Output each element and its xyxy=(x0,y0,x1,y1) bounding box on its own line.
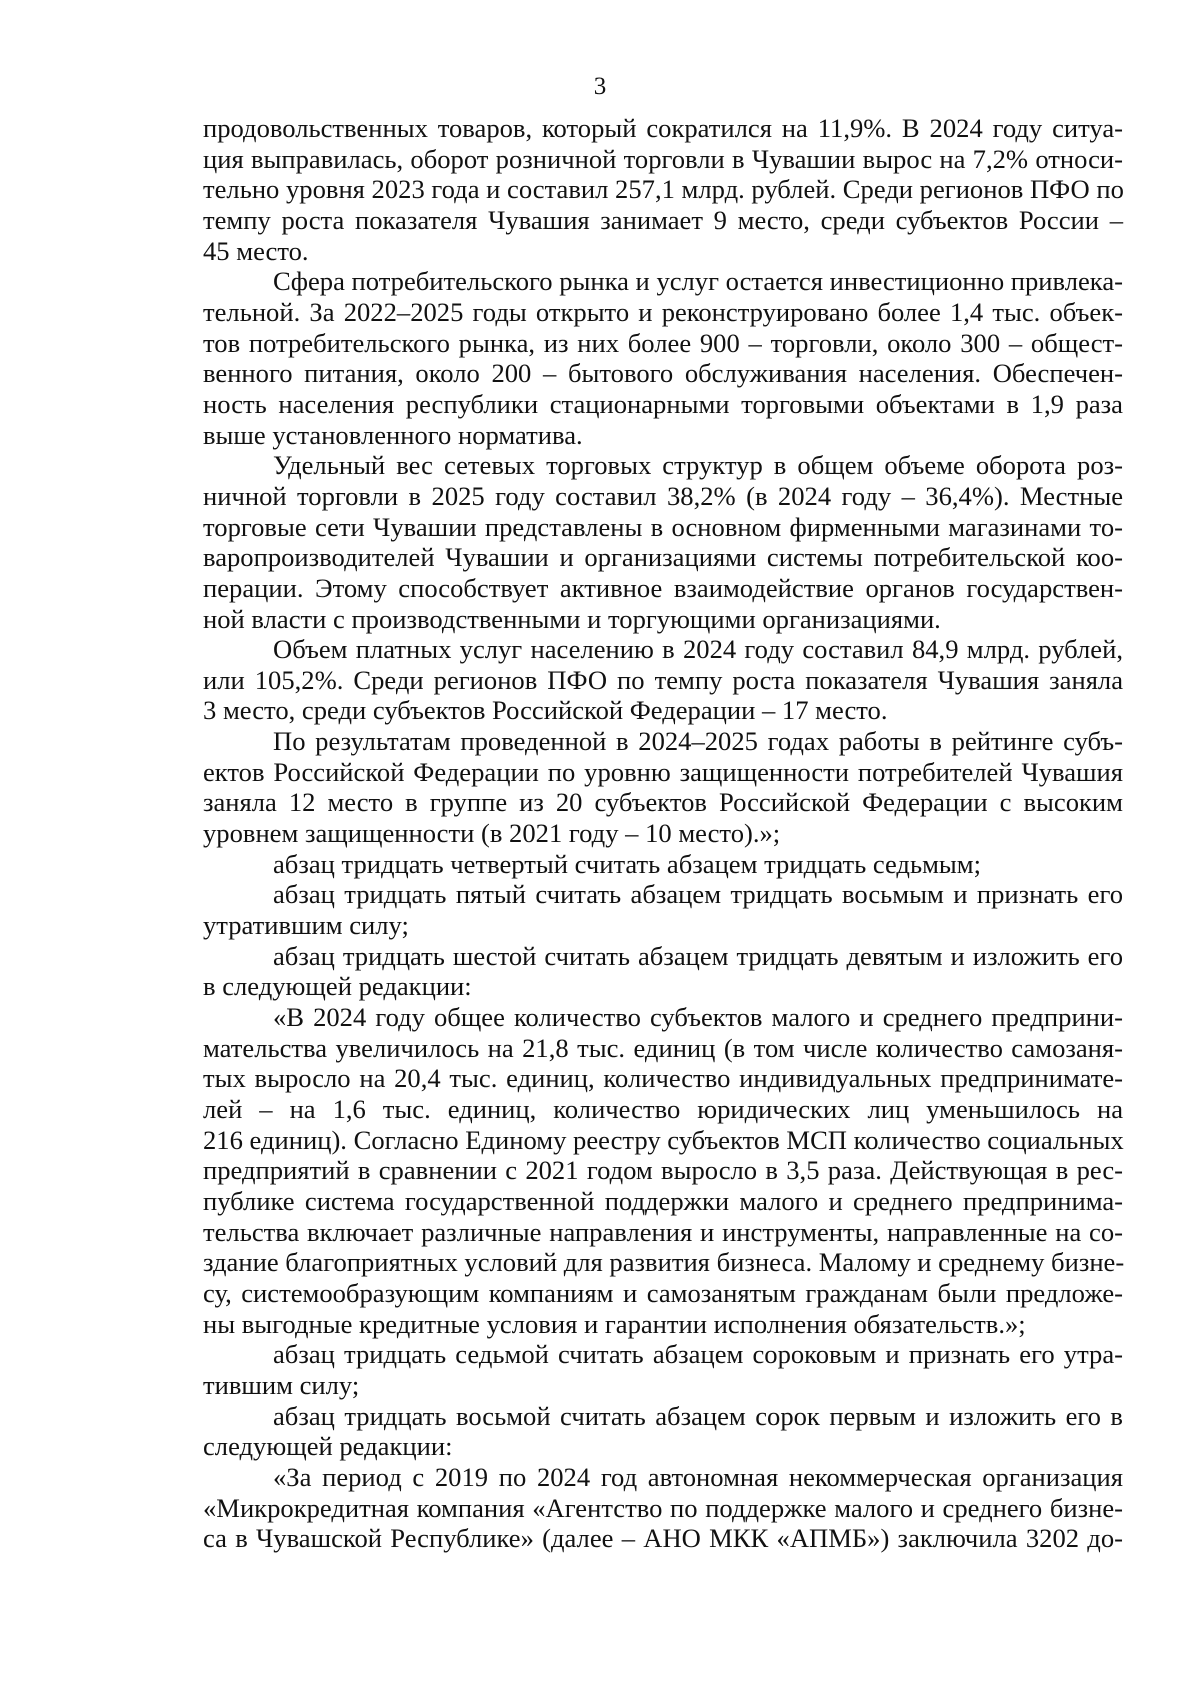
text-line: ность населения республики стационарными торговыми объектами в 1,9 раза xyxy=(203,388,1123,419)
text-line: 3 место, среди субъектов Российской Федерации – 17 место. xyxy=(203,695,888,726)
text-line: венного питания, около 200 – бытового обслуживания населения. Обеспечен- xyxy=(203,358,1123,389)
text-line: са в Чувашской Республике» (далее – АНО МКК «АПМБ») заключила 3202 до- xyxy=(203,1523,1123,1554)
paragraph xyxy=(203,726,1123,849)
text-line: в следующей редакции: xyxy=(203,971,472,1002)
text-line: ны выгодные кредитные условия и гарантии исполнения обязательств.»; xyxy=(203,1308,1026,1339)
paragraph xyxy=(203,634,1123,726)
paragraph xyxy=(203,1401,1123,1462)
document-body xyxy=(203,113,1123,1554)
text-line: варопроизводителей Чувашии и организациями системы потребительской коо- xyxy=(203,542,1123,573)
text-line: выше установленного норматива. xyxy=(203,419,583,450)
text-line: абзац тридцать пятый считать абзацем тридцать восьмым и признать его xyxy=(273,879,1123,910)
text-line: ция выправилась, оборот розничной торговли в Чувашии вырос на 7,2% относи- xyxy=(203,143,1123,174)
text-line: «Микрокредитная компания «Агентство по поддержке малого и среднего бизне- xyxy=(203,1492,1123,1523)
text-line: заняла 12 место в группе из 20 субъектов Российской Федерации с высоким xyxy=(203,787,1123,818)
paragraph xyxy=(203,941,1123,1002)
text-line: тельной. За 2022–2025 годы открыто и реконструировано более 1,4 тыс. объек- xyxy=(203,296,1123,327)
page-number: 3 xyxy=(593,73,607,100)
text-line: абзац тридцать шестой считать абзацем тридцать девятым и изложить его xyxy=(273,940,1123,971)
paragraph xyxy=(203,266,1123,450)
paragraph xyxy=(203,1462,1123,1554)
text-line: «В 2024 году общее количество субъектов малого и среднего предприни- xyxy=(273,1002,1123,1033)
paragraph xyxy=(203,879,1123,940)
paragraph xyxy=(203,1002,1123,1339)
paragraph xyxy=(203,113,1123,266)
text-line: тившим силу; xyxy=(203,1369,360,1400)
text-line: лей – на 1,6 тыс. единиц, количество юридических лиц уменьшилось на xyxy=(203,1094,1123,1124)
text-line: 216 единиц). Согласно Единому реестру субъектов МСП количество социальных xyxy=(203,1124,1124,1155)
text-line: следующей редакции: xyxy=(203,1431,453,1462)
text-line: здание благоприятных условий для развития бизнеса. Малому и среднему бизне- xyxy=(203,1247,1125,1278)
text-line: абзац тридцать седьмой считать абзацем сороковым и признать его утра- xyxy=(273,1339,1123,1370)
text-line: уровнем защищенности (в 2021 году – 10 место).»; xyxy=(203,818,781,849)
text-line: Удельный вес сетевых торговых структур в общем объеме оборота роз- xyxy=(273,450,1123,481)
text-line: тов потребительского рынка, из них более 900 – торговли, около 300 – общест- xyxy=(203,327,1123,358)
text-line: перации. Этому способствует активное взаимодействие органов государствен- xyxy=(203,572,1123,603)
text-line: ектов Российской Федерации по уровню защищенности потребителей Чувашия xyxy=(203,756,1123,787)
text-line: абзац тридцать восьмой считать абзацем сорок первым и изложить его в xyxy=(273,1400,1123,1431)
text-line: Объем платных услуг населению в 2024 году составил 84,9 млрд. рублей, xyxy=(273,634,1123,665)
paragraph xyxy=(203,1339,1123,1400)
text-line: 45 место. xyxy=(203,235,309,266)
text-line: су, системообразующим компаниям и самозанятым гражданам были предложе- xyxy=(203,1277,1123,1308)
text-line: тельно уровня 2023 года и составил 257,1 млрд. рублей. Среди регионов ПФО по xyxy=(203,174,1124,205)
text-line: Сфера потребительского рынка и услуг остается инвестиционно привлека- xyxy=(273,266,1123,297)
text-line: утратившим силу; xyxy=(203,910,409,941)
text-line: ничной торговли в 2025 году составил 38,2% (в 2024 году – 36,4%). Местные xyxy=(203,480,1123,511)
text-line: или 105,2%. Среди регионов ПФО по темпу роста показателя Чувашия заняла xyxy=(203,664,1123,695)
paragraph xyxy=(203,849,1123,880)
text-line: мательства увеличилось на 21,8 тыс. единиц (в том числе количество самозаня- xyxy=(203,1032,1123,1063)
text-line: тых выросло на 20,4 тыс. единиц, количество индивидуальных предпринимате- xyxy=(203,1063,1123,1094)
text-line: ной власти с производственными и торгующими организациями. xyxy=(203,603,941,634)
text-line: темпу роста показателя Чувашия занимает 9 место, среди субъектов России – xyxy=(203,204,1123,235)
text-line: торговые сети Чувашии представлены в основном фирменными магазинами то- xyxy=(203,511,1123,542)
text-line: продовольственных товаров, который сократился на 11,9%. В 2024 году ситуа- xyxy=(203,113,1123,143)
text-line: По результатам проведенной в 2024–2025 годах работы в рейтинге субъ- xyxy=(273,726,1123,757)
text-line: публике система государственной поддержки малого и среднего предпринима- xyxy=(203,1185,1123,1216)
paragraph xyxy=(203,450,1123,634)
text-line: абзац тридцать четвертый считать абзацем тридцать седьмым; xyxy=(273,848,981,879)
text-line: тельства включает различные направления и инструменты, направленные на со- xyxy=(203,1216,1123,1247)
text-line: предприятий в сравнении с 2021 годом выросло в 3,5 раза. Действующая в рес- xyxy=(203,1155,1123,1186)
text-line: «За период с 2019 по 2024 год автономная некоммерческая организация xyxy=(273,1461,1123,1492)
